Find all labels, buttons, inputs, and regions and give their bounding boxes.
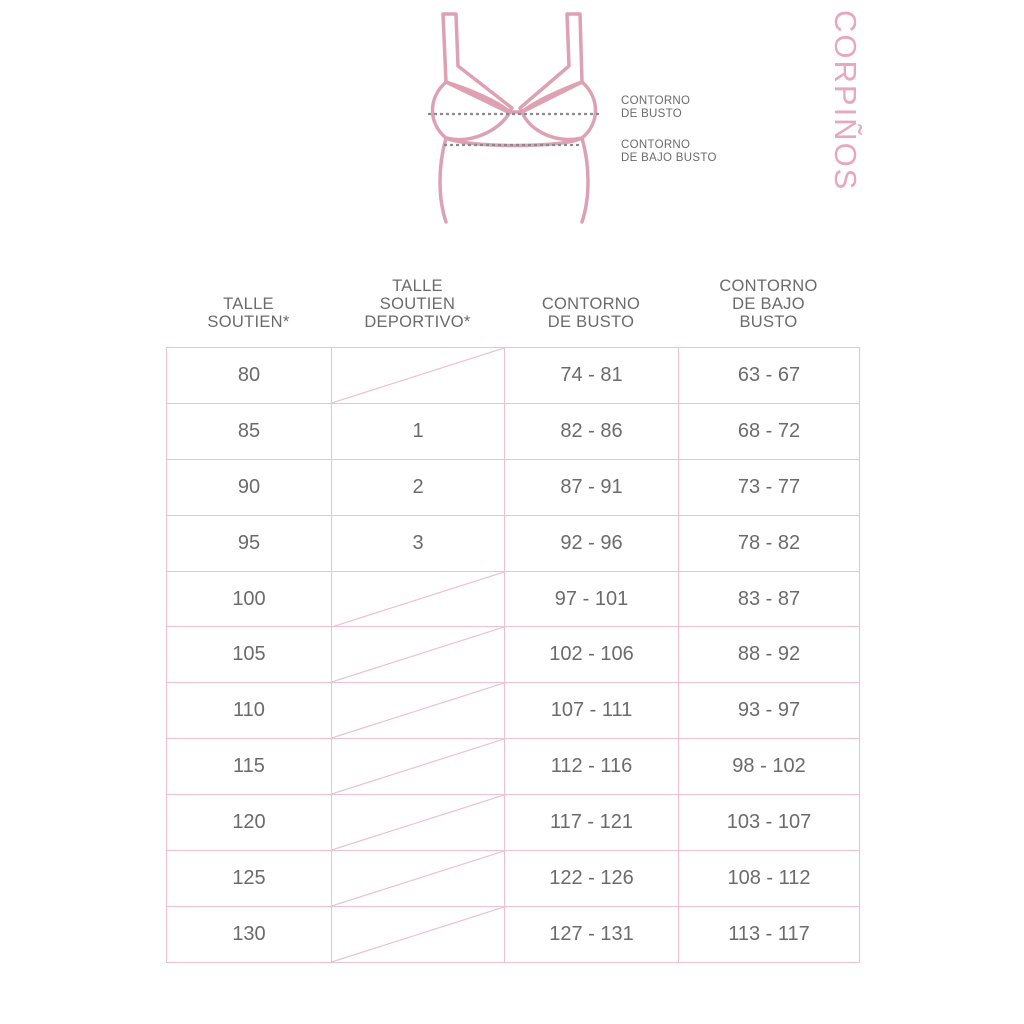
cell-soutien: [167, 515, 332, 571]
cell-value: 95: [237, 531, 261, 554]
cell-value: 92 - 96: [560, 531, 623, 554]
cell-value: 3: [412, 531, 424, 554]
cell-not-available: [332, 739, 505, 795]
cell-soutien: [167, 683, 332, 739]
cell-busto: [505, 851, 679, 907]
not-available-slash: [332, 683, 504, 738]
cell-not-available: [332, 348, 505, 404]
cell-not-available: [332, 627, 505, 683]
cell-not-available: [332, 795, 505, 851]
cell-busto: [505, 403, 679, 459]
table-row: [167, 906, 860, 962]
table-row: [167, 795, 860, 851]
header-talle-soutien-deportivo: TALLE SOUTIEN DEPORTIVO*: [364, 277, 471, 331]
cell-bajo-busto: [679, 403, 860, 459]
cell-busto: [505, 515, 679, 571]
cell-not-available: [332, 851, 505, 907]
cell-value: 68 - 72: [737, 419, 801, 442]
cell-busto: [505, 571, 679, 627]
cell-value: 85: [237, 419, 261, 442]
not-available-slash: [332, 851, 504, 906]
cell-value: 100: [232, 587, 266, 610]
cell-value: 102 - 106: [549, 643, 634, 666]
cell-value: 97 - 101: [554, 587, 629, 610]
cell-bajo-busto: [679, 348, 860, 404]
cell-soutien: [167, 571, 332, 627]
cell-deportivo: [332, 459, 505, 515]
size-table: [166, 347, 860, 963]
cell-busto: [505, 739, 679, 795]
cell-busto: [505, 795, 679, 851]
cell-not-available: [332, 906, 505, 962]
cell-bajo-busto: [679, 571, 860, 627]
cell-value: 88 - 92: [737, 643, 801, 666]
cell-bajo-busto: [679, 795, 860, 851]
cell-value: 117 - 121: [549, 811, 634, 834]
cell-deportivo: [332, 515, 505, 571]
table-row: [167, 348, 860, 404]
cell-busto: [505, 348, 679, 404]
header-contorno-busto: CONTORNO DE BUSTO: [541, 295, 641, 331]
cell-value: 127 - 131: [549, 922, 634, 945]
cell-value: 103 - 107: [726, 811, 812, 834]
cell-not-available: [332, 683, 505, 739]
table-row: [167, 515, 860, 571]
cell-value: 80: [237, 363, 261, 386]
table-row: [167, 571, 860, 627]
cell-soutien: [167, 459, 332, 515]
cell-bajo-busto: [679, 515, 860, 571]
cell-value: 110: [233, 699, 265, 722]
cell-busto: [505, 627, 679, 683]
not-available-slash: [332, 627, 504, 682]
cell-value: 120: [232, 811, 266, 834]
cell-bajo-busto: [679, 459, 860, 515]
cell-soutien: [167, 795, 332, 851]
cell-value: 63 - 67: [737, 363, 801, 386]
cell-value: 73 - 77: [737, 475, 801, 498]
cell-value: 112 - 116: [550, 755, 633, 778]
table-row: [167, 851, 860, 907]
table-row: [167, 403, 860, 459]
table-row: [167, 739, 860, 795]
cell-bajo-busto: [679, 627, 860, 683]
cell-value: 90: [237, 475, 261, 498]
cell-bajo-busto: [679, 739, 860, 795]
not-available-slash: [332, 795, 504, 850]
cell-bajo-busto: [679, 683, 860, 739]
cell-value: 105: [232, 643, 266, 666]
cell-not-available: [332, 571, 505, 627]
not-available-slash: [332, 348, 504, 403]
cell-busto: [505, 906, 679, 962]
cell-soutien: [167, 627, 332, 683]
not-available-slash: [332, 572, 504, 627]
cell-soutien: [167, 906, 332, 962]
cell-soutien: [167, 348, 332, 404]
cell-value: 1: [412, 419, 424, 442]
cell-busto: [505, 459, 679, 515]
cell-value: 74 - 81: [560, 363, 623, 386]
cell-value: 83 - 87: [737, 587, 801, 610]
cell-soutien: [167, 403, 332, 459]
table-row: [167, 683, 860, 739]
bra-measurement-illustration: [424, 8, 614, 230]
cell-value: 93 - 97: [737, 699, 801, 722]
header-talle-soutien: TALLE SOUTIEN*: [207, 295, 290, 331]
not-available-slash: [332, 739, 504, 794]
cell-value: 113 - 117: [728, 922, 810, 945]
bust-measure-label: CONTORNO DE BUSTO: [621, 95, 691, 120]
cell-soutien: [167, 739, 332, 795]
not-available-slash: [332, 907, 504, 962]
cell-value: 130: [232, 922, 266, 945]
header-contorno-bajo-busto: CONTORNO DE BAJO BUSTO: [719, 277, 818, 331]
cell-value: 107 - 111: [550, 699, 633, 722]
cell-value: 115: [233, 755, 265, 778]
cell-value: 82 - 86: [560, 419, 623, 442]
cell-deportivo: [332, 403, 505, 459]
cell-value: 98 - 102: [732, 755, 806, 778]
cell-value: 78 - 82: [737, 531, 801, 554]
cell-value: 108 - 112: [727, 866, 811, 889]
table-row: [167, 627, 860, 683]
cell-value: 125: [232, 866, 266, 889]
cell-bajo-busto: [679, 851, 860, 907]
cell-value: 87 - 91: [560, 475, 623, 498]
table-row: [167, 459, 860, 515]
cell-busto: [505, 683, 679, 739]
section-title: CORPIÑOS: [828, 10, 863, 192]
underbust-measure-label: CONTORNO DE BAJO BUSTO: [621, 139, 717, 164]
cell-bajo-busto: [679, 906, 860, 962]
cell-value: 122 - 126: [549, 866, 634, 889]
cell-value: 2: [412, 475, 424, 498]
cell-soutien: [167, 851, 332, 907]
